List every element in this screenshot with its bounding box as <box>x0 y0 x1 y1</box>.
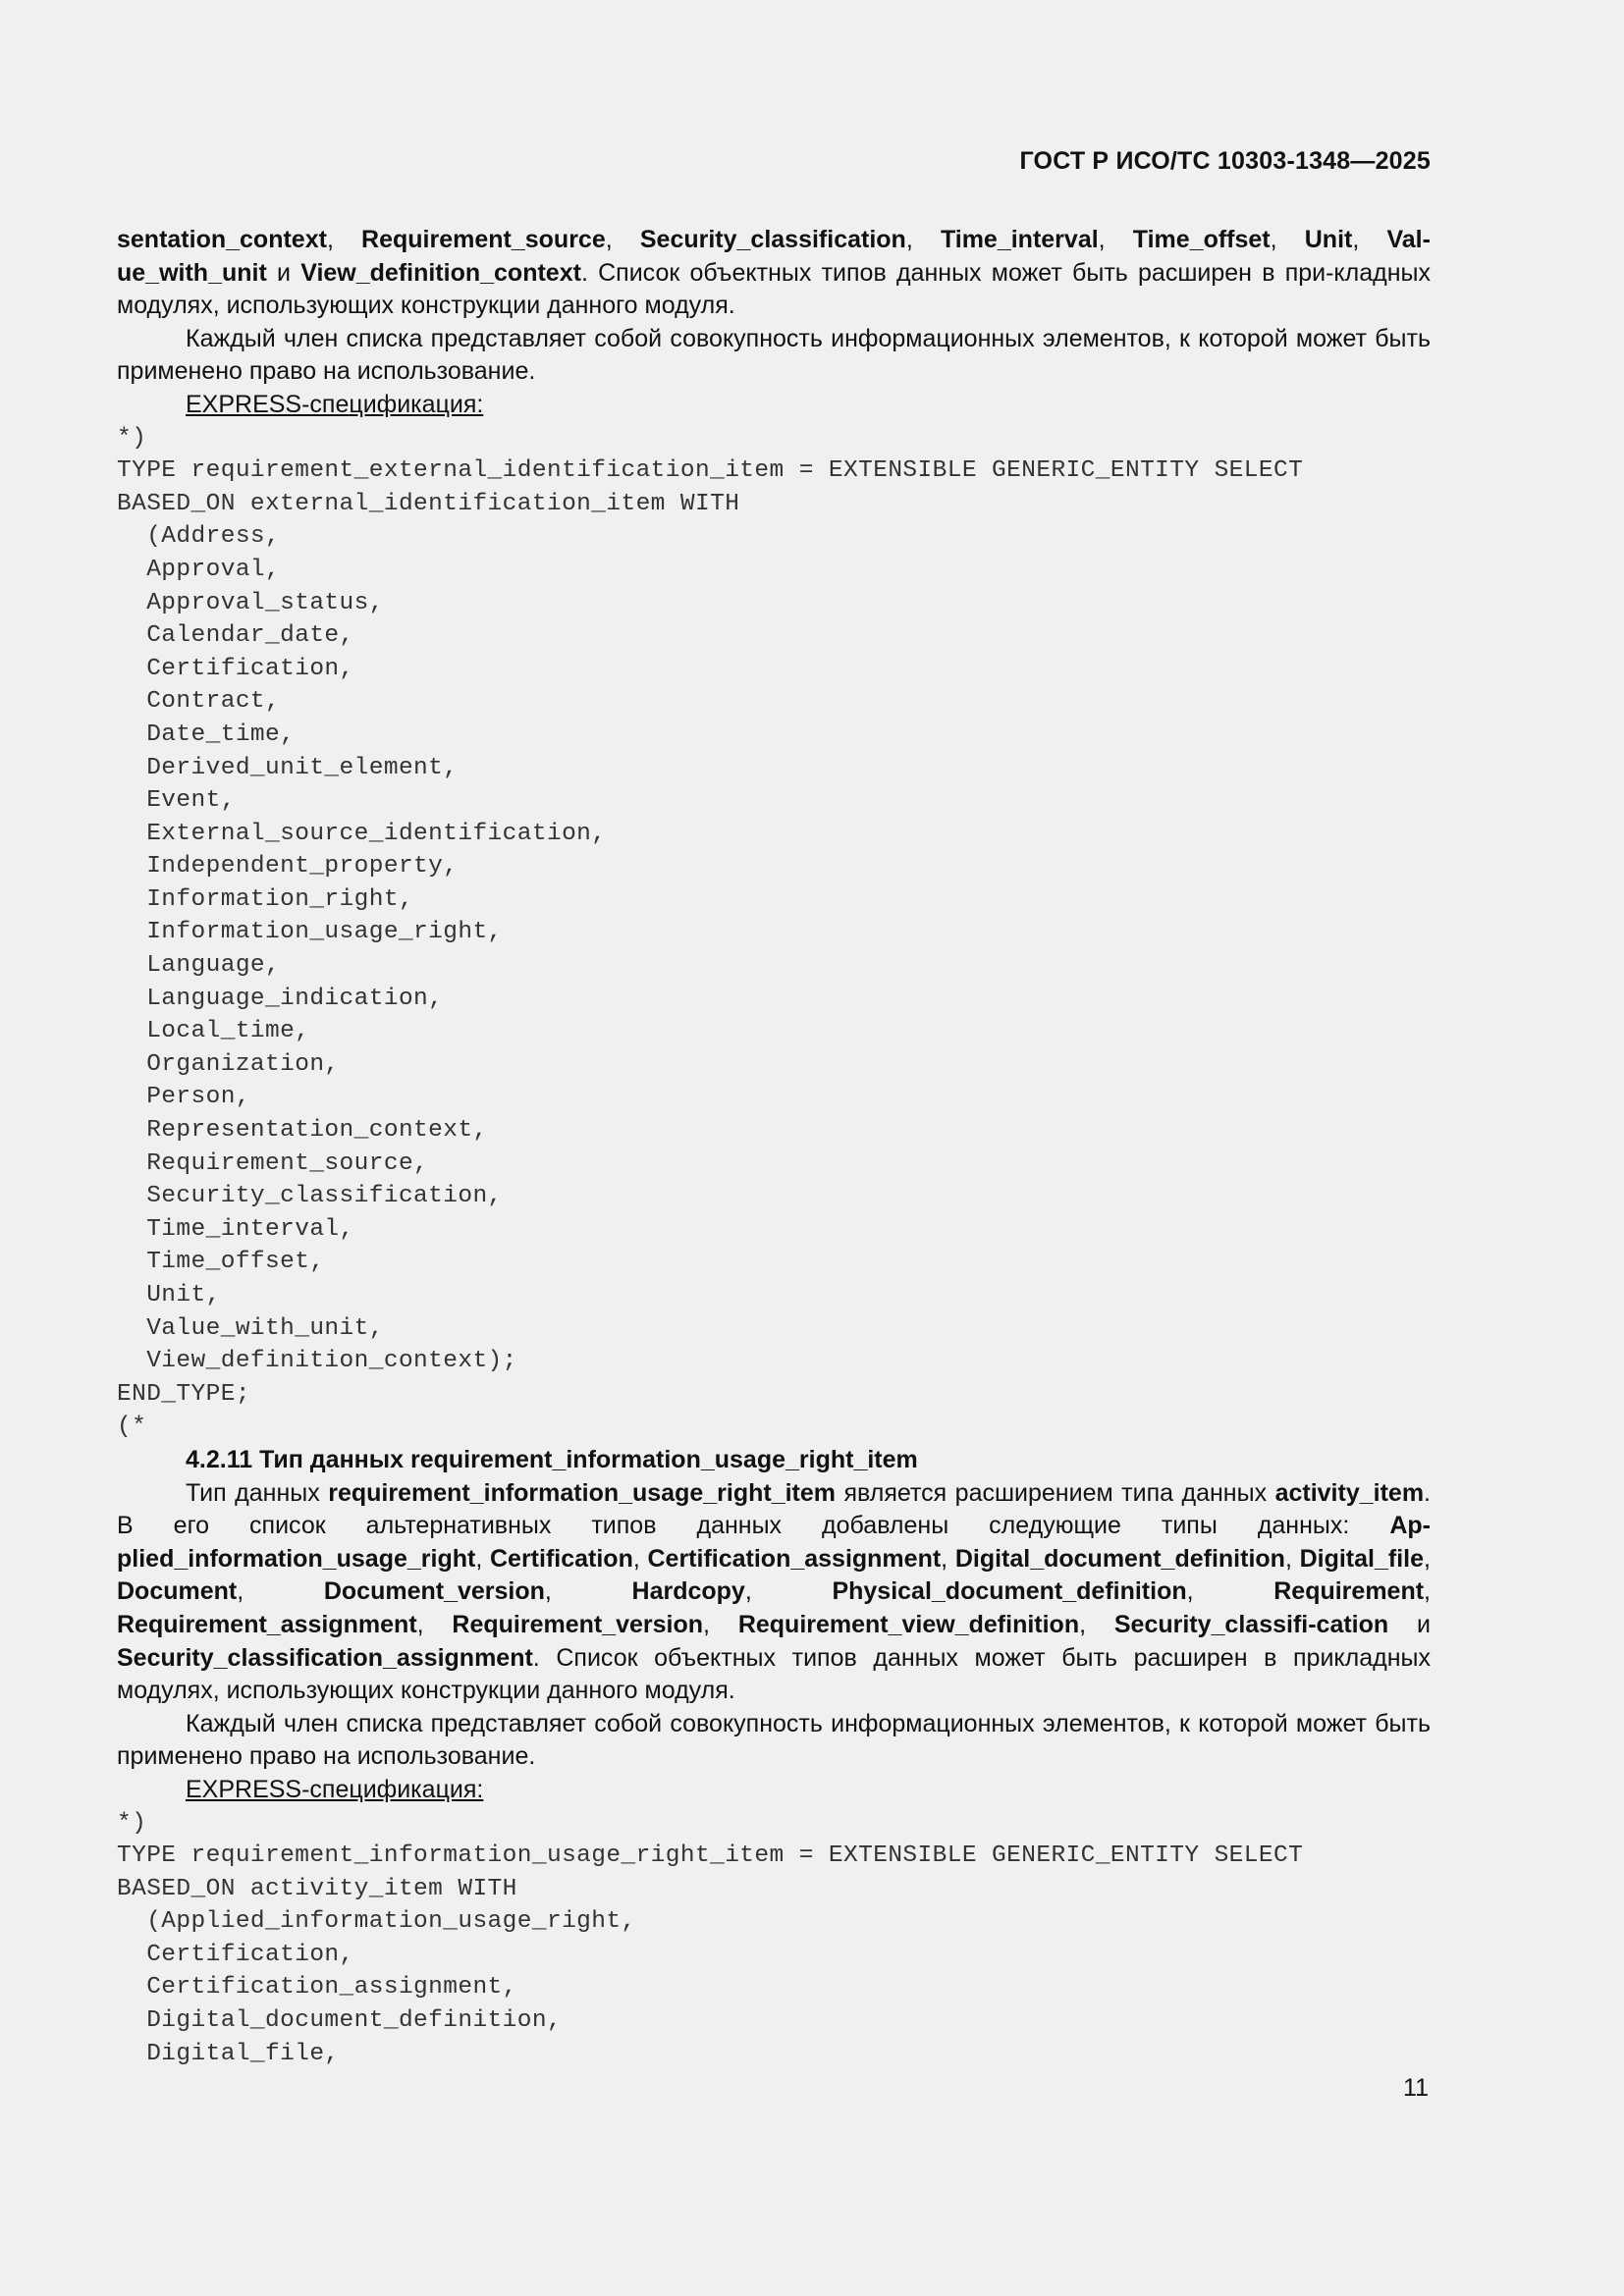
express-spec-label: EXPRESS-спецификация: <box>186 390 484 418</box>
text-run: , <box>1352 226 1387 253</box>
page-body <box>117 224 1431 2070</box>
text-run: , <box>1186 1577 1274 1606</box>
bold-term: Ap-plied_information_usage_right <box>117 1512 1431 1573</box>
bold-term: Time_interval <box>940 226 1099 253</box>
bold-term: Certification <box>489 1544 633 1573</box>
bold-term: Physical_document_definition <box>832 1577 1187 1606</box>
section-heading: 4.2.11 Тип данных requirement_information_usage_right_item <box>186 1445 918 1473</box>
bold-term: Time_offset <box>1132 226 1271 253</box>
text-run: , <box>1284 1544 1300 1573</box>
text-run: Тип данных <box>186 1478 329 1507</box>
bold-term: Unit <box>1304 226 1353 253</box>
bold-term: requirement_information_usage_right_item <box>328 1478 837 1507</box>
express-code-block: *) TYPE requirement_information_usage_right_item = EXTENSIBLE GENERIC_ENTITY SELECT BASED_ON activity_item WITH (Applied_information_usage_right, Certification, Certification_assignment, Digital_document_definition, Digital_file, <box>117 1809 1304 2067</box>
text-run: , <box>703 1610 738 1638</box>
text-run: , <box>941 1544 955 1573</box>
text-run: , <box>475 1544 490 1573</box>
bold-term: Security_classifi-cation <box>1113 1610 1389 1638</box>
bold-term: Requirement_view_definition <box>737 1610 1080 1638</box>
text-run: , <box>1098 226 1133 253</box>
bold-term: Val-ue_with_unit <box>117 226 1431 287</box>
text-run: , <box>1270 226 1305 253</box>
paragraph-type-extension <box>117 1477 1431 1708</box>
paragraph-member-description: Каждый член списка представляет собой совокупность информационных элементов, к которой может быть применено право на использование. <box>117 1709 1431 1771</box>
express-spec-label: EXPRESS-спецификация: <box>186 1775 484 1803</box>
text-run: , <box>1079 1610 1114 1638</box>
text-run: и <box>1388 1610 1431 1638</box>
text-run: и <box>266 258 301 287</box>
text-run: . Список объектных типов данных может быть расширен в при-кладных модулях, использующих конструкции данного модуля. <box>117 258 1432 320</box>
page-number: 11 <box>1403 2074 1429 2102</box>
text-run: . Список объектных типов данных может быть расширен в прикладных модулях, использующих конструкции данного модуля. <box>117 1643 1431 1705</box>
express-code-block: *) TYPE requirement_external_identification_item = EXTENSIBLE GENERIC_ENTITY SELECT BASED_ON external_identification_item WITH (Address, Approval, Approval_status, Calendar_date, Certification, Contract, Date_time, Derived_unit_element, Event, External_source_identification, Independent_property, Information_right, Information_usage_right, Language, Language_indication, Local_time, Organization, Person, Representation_context, Requirement_source, Security_classification, Time_interval, Time_offset, Unit, Value_with_unit, View_definition_context); END_TYPE; (* <box>117 424 1304 1441</box>
text-run: , <box>1424 1544 1431 1573</box>
paragraph-type-list <box>117 224 1431 323</box>
bold-term: Security_classification_assignment <box>117 1643 533 1672</box>
text-run: , <box>605 226 640 253</box>
text-run: , <box>744 1577 833 1606</box>
bold-term: sentation_context <box>117 226 327 253</box>
text-run: . В его список альтернативных типов данных добавлены следующие типы данных: <box>117 1478 1431 1540</box>
text-run: , <box>326 226 362 253</box>
bold-term: Certification_assignment <box>647 1544 942 1573</box>
text-run: , <box>544 1577 632 1606</box>
bold-term: Document_version <box>323 1577 545 1606</box>
bold-term: Requirement <box>1273 1577 1425 1606</box>
bold-term: Digital_document_definition <box>954 1544 1285 1573</box>
document-header: ГОСТ Р ИСО/ТС 10303-1348—2025 <box>1019 147 1431 175</box>
bold-term: Digital_file <box>1299 1544 1424 1573</box>
paragraph-member-description: Каждый член списка представляет собой совокупность информационных элементов, к которой может быть применено право на использование. <box>117 324 1431 386</box>
bold-term: Requirement_assignment <box>117 1610 417 1638</box>
text-run: является расширением типа данных <box>836 1478 1275 1507</box>
bold-term: Security_classification <box>639 226 906 253</box>
bold-term: activity_item <box>1274 1478 1425 1507</box>
text-run: , <box>632 1544 648 1573</box>
bold-term: View_definition_context <box>300 258 581 287</box>
bold-term: Hardcopy <box>631 1577 745 1606</box>
bold-term: Requirement_version <box>452 1610 704 1638</box>
text-run: , <box>237 1577 324 1606</box>
text-run: , <box>416 1610 453 1638</box>
bold-term: Document <box>117 1577 238 1606</box>
text-run: , <box>905 226 941 253</box>
bold-term: Requirement_source <box>361 226 606 253</box>
text-run: , <box>1424 1577 1431 1606</box>
